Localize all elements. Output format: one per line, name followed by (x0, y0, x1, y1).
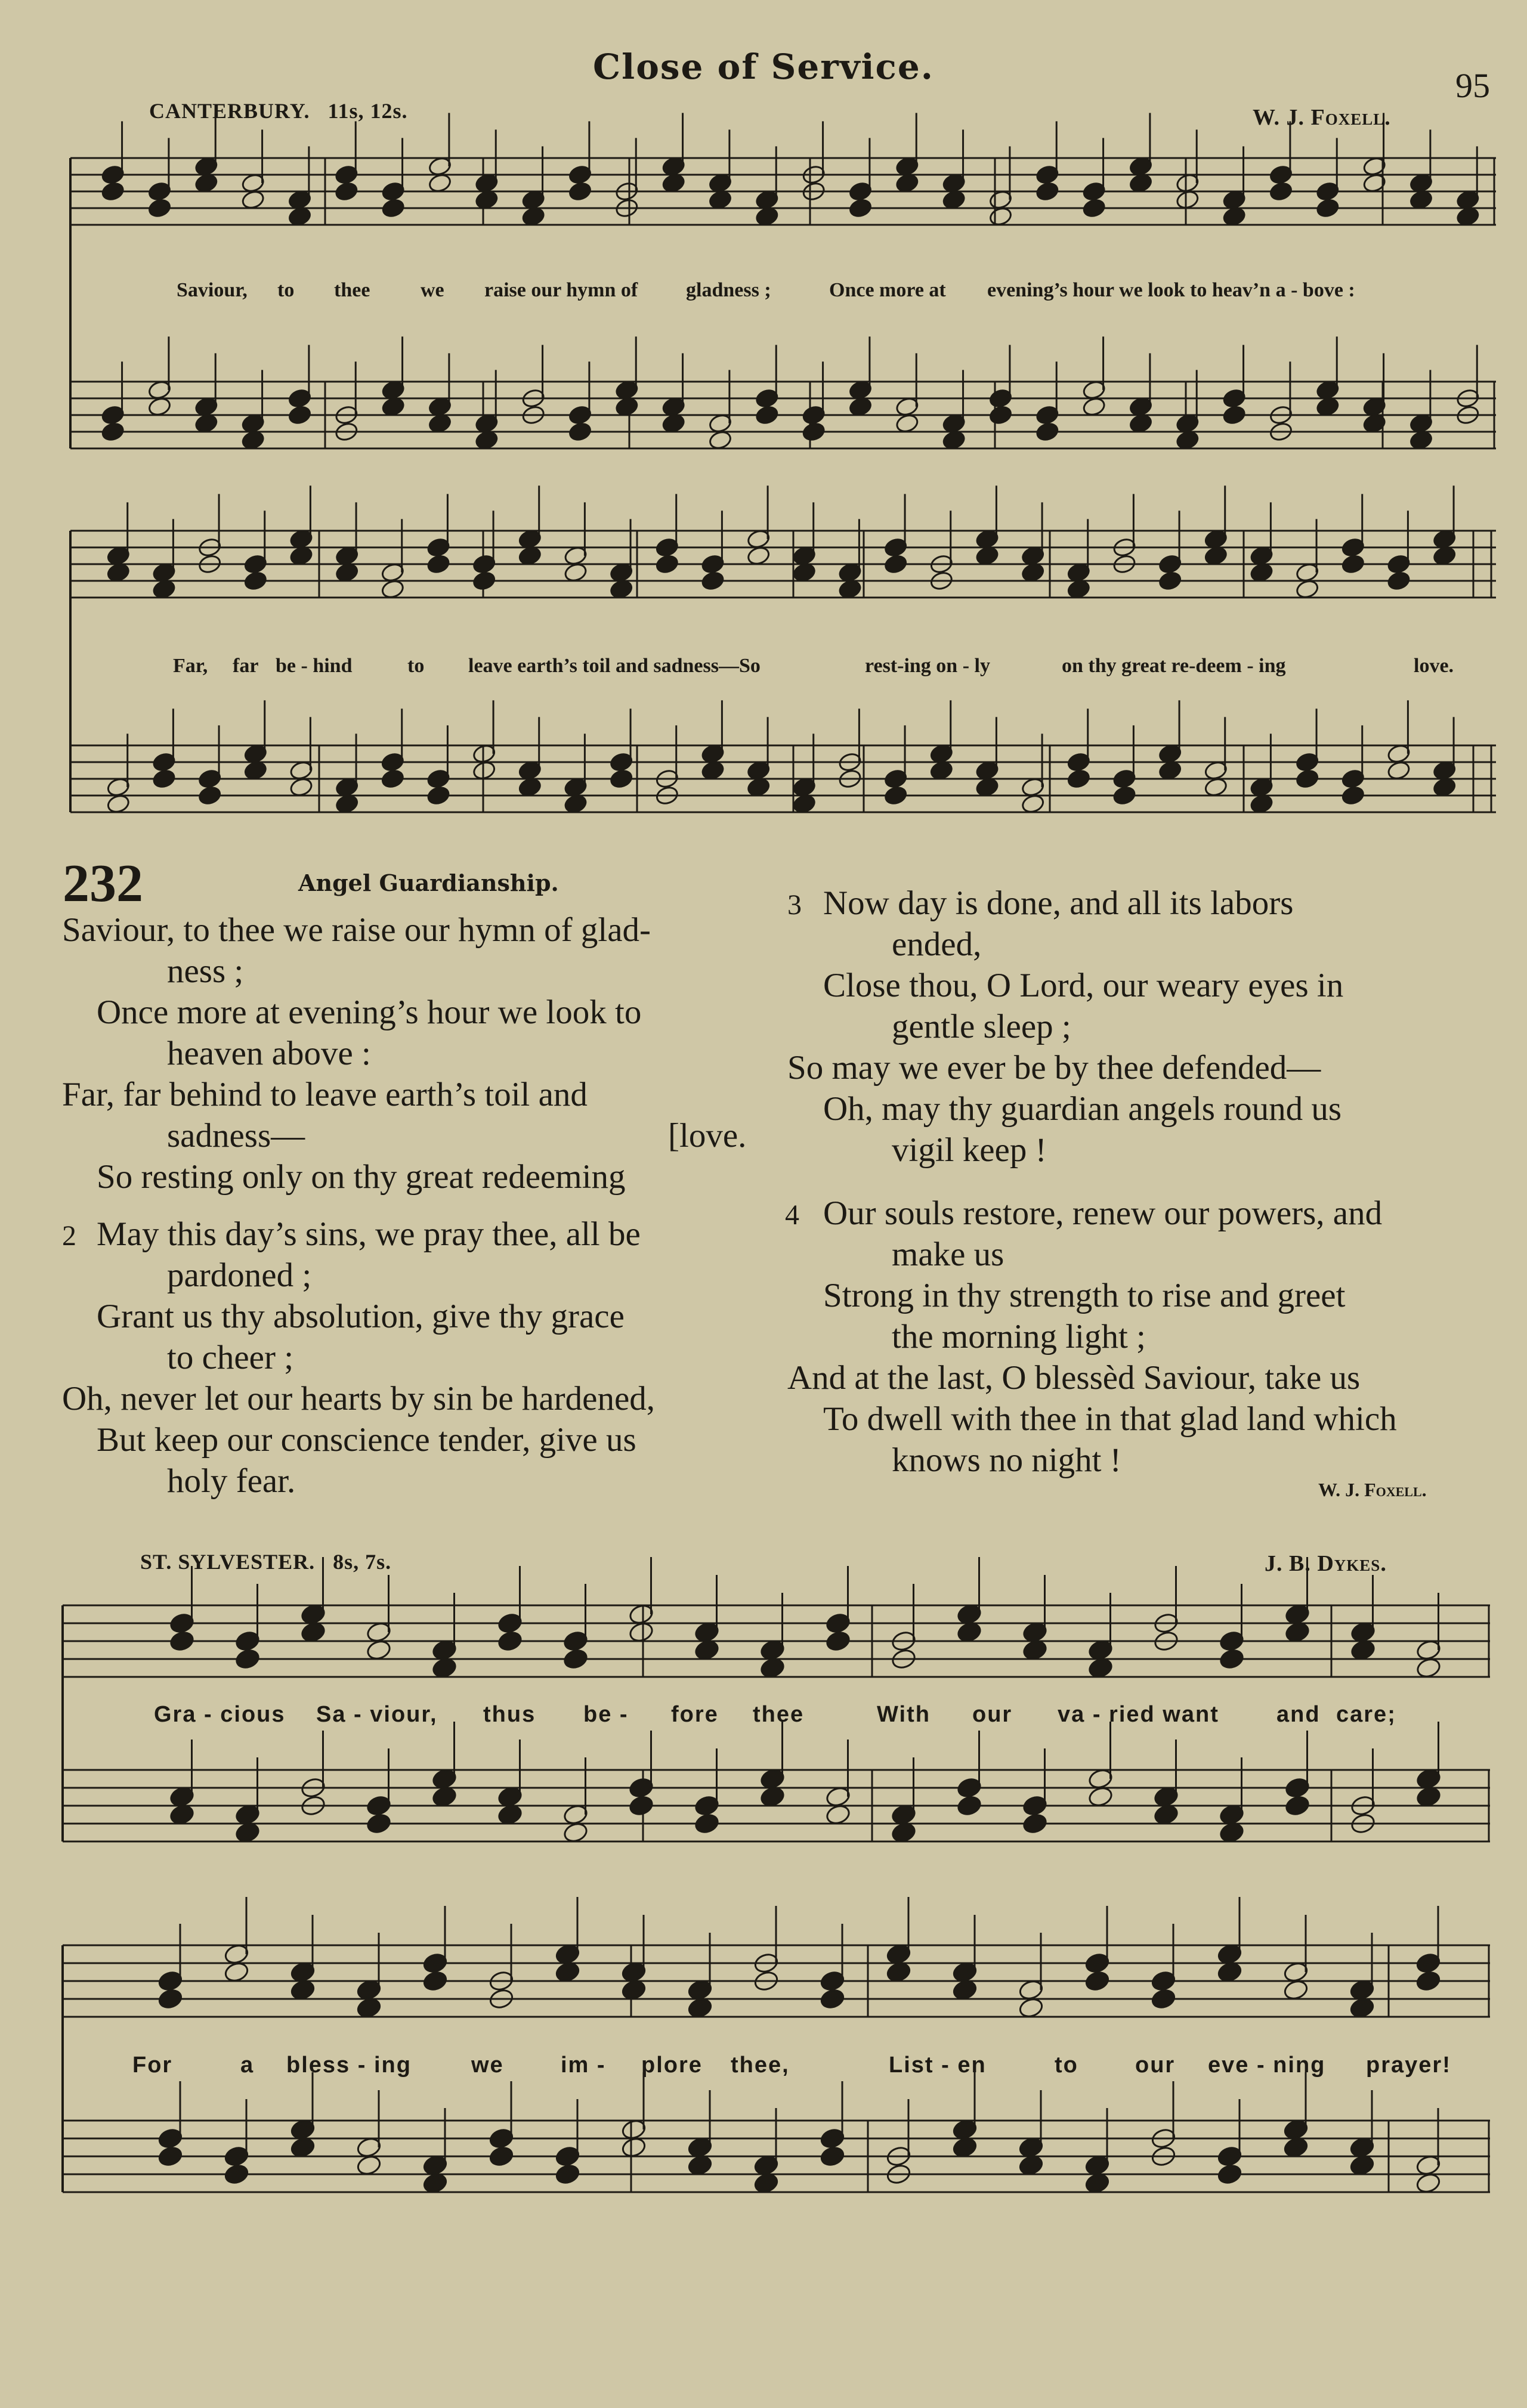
note-head (759, 1657, 786, 1679)
note-head (628, 1621, 654, 1643)
note-head (1022, 1639, 1048, 1661)
note-head (497, 1630, 523, 1652)
note-head (1216, 1961, 1242, 1983)
note-head (792, 793, 817, 815)
note-head (1341, 553, 1365, 575)
note-head (895, 172, 919, 194)
note-head (988, 404, 1013, 426)
lyric: our (1135, 2053, 1176, 2078)
note-head (169, 1803, 195, 1826)
note-head (951, 1979, 978, 2001)
note-head (431, 1785, 458, 1808)
verse-line: But keep our conscience tender, give us (97, 1421, 636, 1459)
note-head (518, 776, 542, 798)
note-head (895, 413, 919, 434)
hymn-author: W. J. Foxell. (1318, 1479, 1427, 1500)
note-head (1022, 1812, 1048, 1835)
note-head (1067, 578, 1091, 600)
note-head (106, 793, 131, 815)
note-head (609, 768, 633, 790)
note-head (1432, 545, 1457, 567)
note-head (1035, 181, 1059, 202)
note-head (223, 1961, 249, 1983)
note-head (975, 776, 999, 798)
note-head (381, 197, 406, 219)
note-head (792, 562, 817, 583)
lyric: im - (561, 2053, 606, 2078)
lyric: Far, (173, 655, 208, 677)
verse-line: Once more at evening’s hour we look to (97, 993, 642, 1031)
note-head (885, 1961, 911, 1983)
note-head (197, 785, 222, 806)
note-head (426, 785, 450, 806)
note-head (563, 562, 588, 583)
verse-line: Close thou, O Lord, our weary eyes in (823, 967, 1344, 1004)
lyric: to (1055, 2053, 1078, 2078)
note-head (1175, 429, 1200, 451)
verse-line: And at the last, O blessèd Saviour, take us (787, 1359, 1361, 1397)
note-head (1249, 793, 1273, 815)
verse-line: the morning light ; (892, 1318, 1146, 1355)
note-head (1349, 2154, 1375, 2177)
note-head (1150, 1988, 1176, 2010)
tune-title: CANTERBURY. (149, 99, 310, 123)
note-head (288, 206, 312, 227)
note-head (234, 1648, 261, 1670)
note-head (1350, 1639, 1376, 1661)
lyric: care; (1336, 1702, 1396, 1727)
note-head (802, 421, 826, 442)
note-head (1315, 197, 1340, 219)
verse-line: Now day is done, and all its labors (823, 884, 1294, 922)
note-head (1018, 1997, 1044, 2019)
note-head (1087, 1657, 1114, 1679)
verse-line: ended, (892, 926, 982, 963)
lyric: Saviour, (177, 279, 248, 301)
lyric: With (877, 1702, 931, 1727)
note-head (521, 206, 546, 227)
lyric: gladness ; (686, 279, 771, 301)
note-head (1386, 760, 1411, 781)
note-head (1087, 1785, 1114, 1808)
note-head (620, 2136, 647, 2159)
note-head (746, 545, 771, 567)
note-head (431, 1657, 458, 1679)
lyric: plore (641, 2053, 703, 2078)
verse-line: Far, far behind to leave earth’s toil and (62, 1076, 588, 1113)
lyric: Once more at (829, 279, 946, 301)
lyric: thee (334, 279, 370, 301)
verse-line: pardoned ; (167, 1256, 312, 1294)
note-head (1349, 1997, 1375, 2019)
lyric: Sa - viour, (316, 1702, 438, 1727)
note-head (428, 413, 452, 434)
verse-line: Oh, never let our hearts by sin be hardened, (62, 1380, 655, 1417)
verse-line: Saviour, to thee we raise our hymn of glad- (62, 911, 651, 949)
lyric: rest-ing on - ly (865, 655, 990, 677)
note-head (753, 2172, 779, 2195)
verse-line: So may we ever be by thee defended— (787, 1049, 1321, 1087)
lyric: evening’s hour we look to heav’n a - bove : (987, 279, 1355, 301)
note-head (1018, 2154, 1044, 2177)
note-head (563, 793, 588, 815)
note-head (1284, 1794, 1310, 1817)
note-head (1295, 768, 1319, 790)
note-head (234, 1821, 261, 1844)
verse-line: Oh, may thy guardian angels round us (823, 1090, 1342, 1128)
verse-number: 2 (62, 1220, 76, 1252)
lyric: thee (753, 1702, 805, 1727)
note-head (1455, 206, 1480, 227)
note-head (381, 578, 405, 600)
lyric: bless - ing (286, 2053, 412, 2078)
note-head (1216, 2163, 1242, 2186)
note-head (1067, 768, 1091, 790)
note-head (1204, 545, 1228, 567)
note-head (662, 413, 686, 434)
note-head (929, 760, 954, 781)
note-head (152, 578, 176, 600)
tune-meter: 11s, 12s. (327, 99, 408, 123)
verse-line: Grant us thy absolution, give thy grace (97, 1298, 625, 1335)
note-head (1222, 404, 1247, 426)
lyric: be - (583, 1702, 629, 1727)
note-head (1129, 172, 1153, 194)
note-head (1158, 570, 1182, 592)
note-head (101, 421, 125, 442)
note-head (1386, 570, 1411, 592)
tune-name (140, 1549, 391, 1574)
note-head (700, 570, 725, 592)
verse-line: make us (892, 1236, 1004, 1273)
note-head (759, 1785, 786, 1808)
lyric: to (277, 279, 295, 301)
note-head (241, 429, 265, 451)
note-head (1112, 785, 1136, 806)
note-head (1295, 578, 1319, 600)
verse-line: holy fear. (167, 1462, 296, 1500)
lyric: fore (671, 1702, 719, 1727)
note-head (1409, 429, 1433, 451)
verse-line: knows no night ! (892, 1441, 1121, 1479)
note-head (335, 562, 359, 583)
note-head (837, 578, 862, 600)
note-head (1082, 197, 1106, 219)
note-head (366, 1639, 392, 1661)
note-head (366, 1812, 392, 1835)
note-head (1153, 1803, 1179, 1826)
note-head (708, 189, 732, 211)
lyric: Gra - cious (154, 1702, 286, 1727)
note-head (289, 1979, 316, 2001)
lyric: va - ried want (1058, 1702, 1219, 1727)
note-head (700, 760, 725, 781)
note-head (988, 206, 1013, 227)
note-head (1204, 776, 1228, 798)
note-head (1175, 189, 1200, 211)
note-head (300, 1621, 326, 1643)
note-head (1284, 1621, 1310, 1643)
page-number: 95 (1455, 66, 1490, 105)
note-head (169, 1630, 195, 1652)
note-head (1282, 2136, 1309, 2159)
note-head (152, 768, 176, 790)
note-head (194, 172, 218, 194)
verse-line: Our souls restore, renew our powers, and (823, 1194, 1383, 1232)
note-head (883, 553, 908, 575)
tune-title: ST. SYLVESTER. (140, 1550, 316, 1574)
verse-line: [love. (668, 1117, 747, 1155)
note-head (1432, 776, 1457, 798)
note-head (562, 1648, 589, 1670)
note-head (1035, 421, 1059, 442)
lyric: we (421, 279, 444, 301)
lyric: prayer! (1366, 2053, 1451, 2078)
note-head (655, 553, 679, 575)
note-head (1415, 2172, 1441, 2195)
verse-line: So resting only on thy great redeeming (97, 1158, 626, 1196)
note-head (147, 197, 172, 219)
tune-meter: 8s, 7s. (333, 1550, 392, 1574)
lyric: our (972, 1702, 1013, 1727)
note-head (289, 2136, 316, 2159)
note-head (223, 2163, 249, 2186)
note-head (157, 1988, 183, 2010)
verse-line: May this day’s sins, we pray thee, all be (97, 1215, 641, 1253)
note-head (1084, 1970, 1110, 1992)
note-head (288, 404, 312, 426)
note-head (825, 1803, 851, 1826)
note-head (1341, 785, 1365, 806)
note-head (422, 1970, 448, 1992)
note-head (956, 1794, 982, 1817)
verse-line: heaven above : (167, 1035, 371, 1072)
note-head (289, 776, 313, 798)
note-head (518, 545, 542, 567)
note-head (819, 2145, 845, 2168)
note-head (1249, 562, 1273, 583)
lyric: on thy great re-deem - ing (1062, 655, 1286, 677)
composer: J. B. Dykes. (1265, 1551, 1387, 1576)
note-head (1409, 189, 1433, 211)
note-head (848, 396, 873, 417)
verse-line: vigil keep ! (892, 1131, 1047, 1169)
lyric: raise our hymn of (484, 279, 638, 301)
note-head (381, 396, 406, 417)
verse-line: Strong in thy strength to rise and greet (823, 1277, 1346, 1314)
note-head (554, 2163, 580, 2186)
note-head (628, 1794, 654, 1817)
note-head (194, 413, 218, 434)
verse-number: 4 (785, 1199, 799, 1231)
note-head (106, 562, 131, 583)
hymn-number: 232 (63, 854, 143, 913)
note-head (554, 1961, 580, 1983)
note-head (848, 197, 873, 219)
note-head (568, 181, 592, 202)
note-head (746, 776, 771, 798)
note-head (694, 1812, 720, 1835)
note-head (289, 545, 313, 567)
note-head (1315, 396, 1340, 417)
lyric: we (471, 2053, 504, 2078)
note-head (1219, 1821, 1245, 1844)
note-head (609, 578, 633, 600)
note-head (497, 1803, 523, 1826)
note-head (243, 570, 268, 592)
note-head (356, 1997, 382, 2019)
note-head (819, 1988, 845, 2010)
note-head (755, 404, 779, 426)
note-head (356, 2154, 382, 2177)
note-head (662, 172, 686, 194)
note-head (694, 1639, 720, 1661)
note-head (942, 189, 966, 211)
note-head (951, 2136, 978, 2159)
note-head (755, 206, 779, 227)
hymn-subtitle: Angel Guardianship. (298, 869, 559, 896)
note-head (422, 2172, 448, 2195)
note-head (381, 768, 405, 790)
note-head (1021, 793, 1045, 815)
note-head (883, 785, 908, 806)
lyric: List - en (889, 2053, 987, 2078)
note-head (157, 2145, 183, 2168)
note-head (1084, 2172, 1110, 2195)
lyric: far (233, 655, 259, 677)
lyric: to (407, 655, 425, 677)
verse-line: to cheer ; (167, 1339, 294, 1376)
note-head (147, 396, 172, 417)
note-head (472, 570, 496, 592)
lyric: love. (1414, 655, 1454, 677)
lyric: thus (483, 1702, 536, 1727)
note-head (562, 1821, 589, 1844)
verse-line: sadness— (167, 1117, 305, 1155)
note-head (335, 793, 359, 815)
note-head (614, 396, 639, 417)
lyric: leave earth’s toil and sadness—So (468, 655, 761, 677)
note-head (687, 1997, 713, 2019)
note-head (334, 181, 358, 202)
note-head (426, 553, 450, 575)
note-head (956, 1621, 982, 1643)
note-head (488, 2145, 514, 2168)
verse-number: 3 (787, 889, 802, 921)
note-head (243, 760, 268, 781)
note-head (1021, 562, 1045, 583)
lyric: thee, (731, 2053, 790, 2078)
note-head (1222, 206, 1247, 227)
lyric: eve - ning (1208, 2053, 1326, 2078)
note-head (428, 172, 452, 194)
note-head (474, 189, 499, 211)
note-head (472, 760, 496, 781)
note-head (1158, 760, 1182, 781)
note-head (620, 1979, 647, 2001)
lyric: and (1276, 1702, 1321, 1727)
note-head (687, 2154, 713, 2177)
note-head (241, 189, 265, 211)
note-head (474, 429, 499, 451)
lyric: a (240, 2053, 255, 2078)
note-head (1415, 1970, 1441, 1992)
note-head (708, 429, 732, 451)
page-title: Close of Service. (593, 47, 934, 87)
note-head (942, 429, 966, 451)
verse-line: ness ; (167, 952, 244, 990)
note-head (1219, 1648, 1245, 1670)
note-head (568, 421, 592, 442)
note-head (1282, 1979, 1309, 2001)
lyric: For (132, 2053, 173, 2078)
note-head (1129, 413, 1153, 434)
verse-line: gentle sleep ; (892, 1008, 1071, 1045)
note-head (1415, 1657, 1442, 1679)
note-head (825, 1630, 851, 1652)
note-head (1082, 396, 1106, 417)
verse-line: To dwell with thee in that glad land which (823, 1400, 1397, 1438)
note-head (101, 181, 125, 202)
note-head (891, 1821, 917, 1844)
note-head (1415, 1785, 1442, 1808)
note-head (1269, 181, 1293, 202)
note-head (975, 545, 999, 567)
composer: W. J. Foxell. (1253, 105, 1391, 130)
lyric: be - hind (276, 655, 353, 677)
